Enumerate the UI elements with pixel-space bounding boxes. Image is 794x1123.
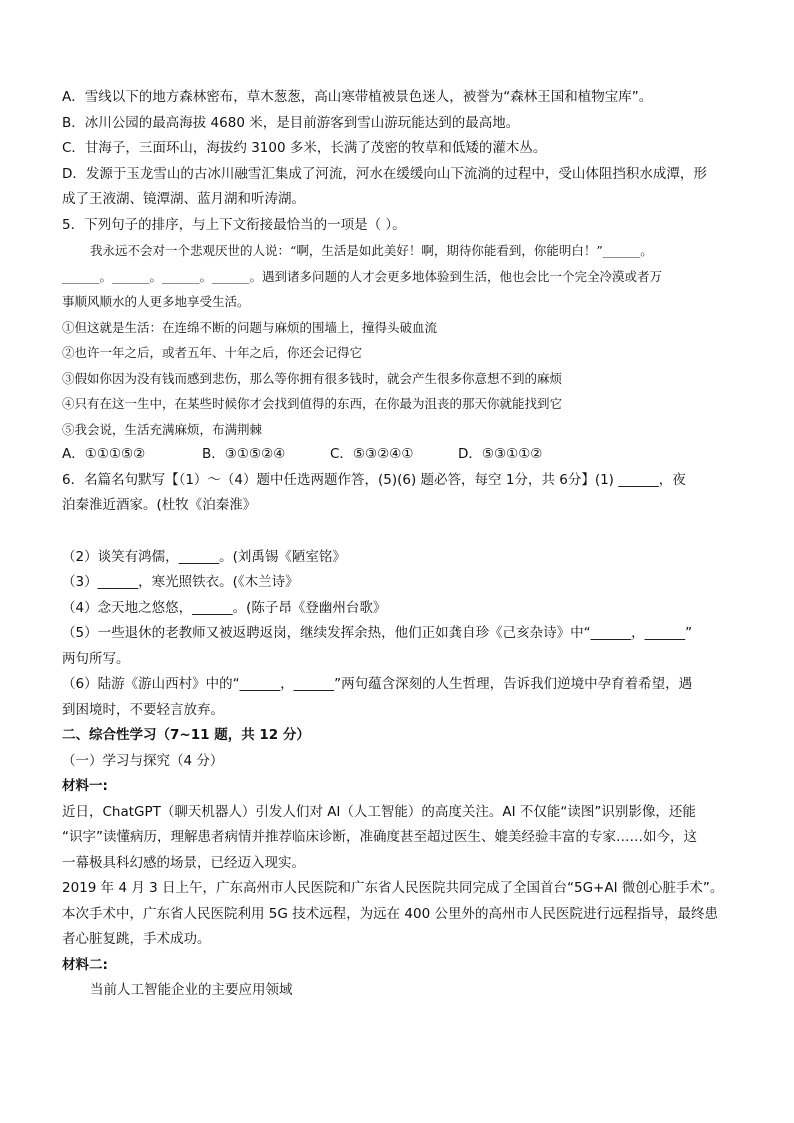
material-1-label: 材料一: bbox=[62, 778, 108, 794]
q5-passage-line: 事顺风顺水的人更多地享受生活。 bbox=[62, 294, 250, 309]
subsection-heading: （一）学习与探究（4 分） bbox=[62, 752, 224, 769]
material-2-title: 当前人工智能企业的主要应用领域 bbox=[90, 982, 293, 998]
q5-stem: 5．下列句子的排序，与上下文衔接最恰当的一项是（ ）。 bbox=[62, 216, 406, 233]
q4-options bbox=[62, 85, 742, 213]
q4-option-c: C．甘海子，三面环山，海拔约 3100 多米，长满了茂密的牧草和低矮的灌木丛。 bbox=[62, 140, 547, 156]
q6-sub-5-cont: 两句所写。 bbox=[62, 650, 130, 667]
q6-sub-4: （4）念天地之悠悠，______。(陈子昂《登幽州台歌》 bbox=[62, 599, 387, 616]
material-1-line: 一幕极具科幻感的场景，已经迈入现实。 bbox=[62, 854, 305, 871]
q5-passage-line: ______。______。______。______。遇到诸多问题的人才会更多地体验到生活，他也会比一个完全冷漠或者万 bbox=[62, 268, 663, 284]
q6-stem: 6．名篇名句默写【（1）～（4）题中任选两题作答，(5)(6) 题必答，每空 1分，共 6分】(1) ______，夜 bbox=[62, 471, 686, 488]
q5-choice-d: D．⑤③①①② bbox=[458, 446, 543, 462]
q4-option-a: A．雪线以下的地方森林密布，草木葱葱，高山寒带植被景色迷人，被誉为“森林王国和植物宝库”。 bbox=[62, 89, 653, 105]
material-1-line: “识字”读懂病历，理解患者病情并推荐临床诊断，准确度甚至超过医生、媲美经验丰富的专家……如今，这 bbox=[62, 829, 697, 845]
q5-item: ②也许一年之后，或者五年、十年之后，你还会记得它 bbox=[62, 345, 363, 360]
question-6 bbox=[62, 468, 742, 724]
section-2 bbox=[62, 723, 742, 1004]
question-5 bbox=[62, 213, 742, 468]
spacer bbox=[62, 519, 742, 545]
section-heading: 二、综合性学习（7~11 题，共 12 分） bbox=[62, 727, 310, 743]
q4-option-b: B．冰川公园的最高海拔 4680 米，是目前游客到雪山游玩能达到的最高地。 bbox=[62, 114, 520, 131]
q5-choice-b: B．③①⑤②④ bbox=[202, 446, 286, 462]
material-1-line: 者心脏复跳，手术成功。 bbox=[62, 931, 211, 947]
q5-passage-line: 我永远不会对一个悲观厌世的人说：“啊，生活是如此美好！啊，期待你能看到，你能明白！”______。 bbox=[90, 243, 653, 258]
q5-item: ③假如你因为没有钱而感到悲伤，那么等你拥有很多钱时，就会产生很多你意想不到的麻烦 bbox=[62, 370, 563, 386]
q5-item: ⑤我会说，生活充满麻烦，布满荆棘 bbox=[62, 421, 263, 437]
q6-sub-3: （3）______，寒光照铁衣。(《木兰诗》 bbox=[62, 574, 299, 590]
q5-choice-c: C．⑤③②④① bbox=[330, 446, 414, 462]
q5-item: ①但这就是生活：在连绵不断的问题与麻烦的围墙上，撞得头破血流 bbox=[62, 319, 438, 335]
q5-choices bbox=[62, 442, 742, 468]
material-1-line: 2019 年 4 月 3 日上午，广东高州市人民医院和广东省人民医院共同完成了全国首台“5G+AI 微创心脏手术”。 bbox=[62, 880, 724, 896]
q6-sub-2: （2）谈笑有鸿儒，______。(刘禹锡《陋室铭》 bbox=[62, 548, 346, 565]
material-1-line: 近日，ChatGPT（聊天机器人）引发人们对 AI（人工智能）的高度关注。AI 不仅能“读图”识别影像，还能 bbox=[62, 803, 696, 820]
material-2-label: 材料二: bbox=[62, 956, 108, 973]
q5-item: ④只有在这一生中，在某些时候你才会找到值得的东西，在你最为沮丧的那天你就能找到它 bbox=[62, 396, 563, 411]
page-content bbox=[62, 85, 742, 1004]
q6-sub-5: （5）一些退休的老教师又被返聘返岗，继续发挥余热，他们正如龚自珍《己亥杂诗》中“______，______” bbox=[62, 625, 693, 641]
q4-option-d-cont: 成了王液湖、镜潭湖、蓝月湖和听涛湖。 bbox=[62, 191, 305, 207]
q5-choice-a: A．①①①⑤② bbox=[62, 446, 146, 462]
q6-sub-6-cont: 到困境时，不要轻言放弃。 bbox=[62, 701, 224, 718]
q4-option-d: D．发源于玉龙雪山的古冰川融雪汇集成了河流，河水在缓缓向山下流淌的过程中，受山体阻挡积水成潭，形 bbox=[62, 165, 707, 182]
q6-stem-cont: 泊秦淮近酒家。(杜牧《泊秦淮》 bbox=[62, 497, 257, 513]
material-1-line: 本次手术中，广东省人民医院利用 5G 技术远程，为远在 400 公里外的高州市人民医院进行远程指导，最终患 bbox=[62, 905, 718, 922]
q6-sub-6: （6）陆游《游山西村》中的“______，______”两句蕴含深刻的人生哲理，告诉我们逆境中孕育着希望，遇 bbox=[62, 676, 693, 692]
